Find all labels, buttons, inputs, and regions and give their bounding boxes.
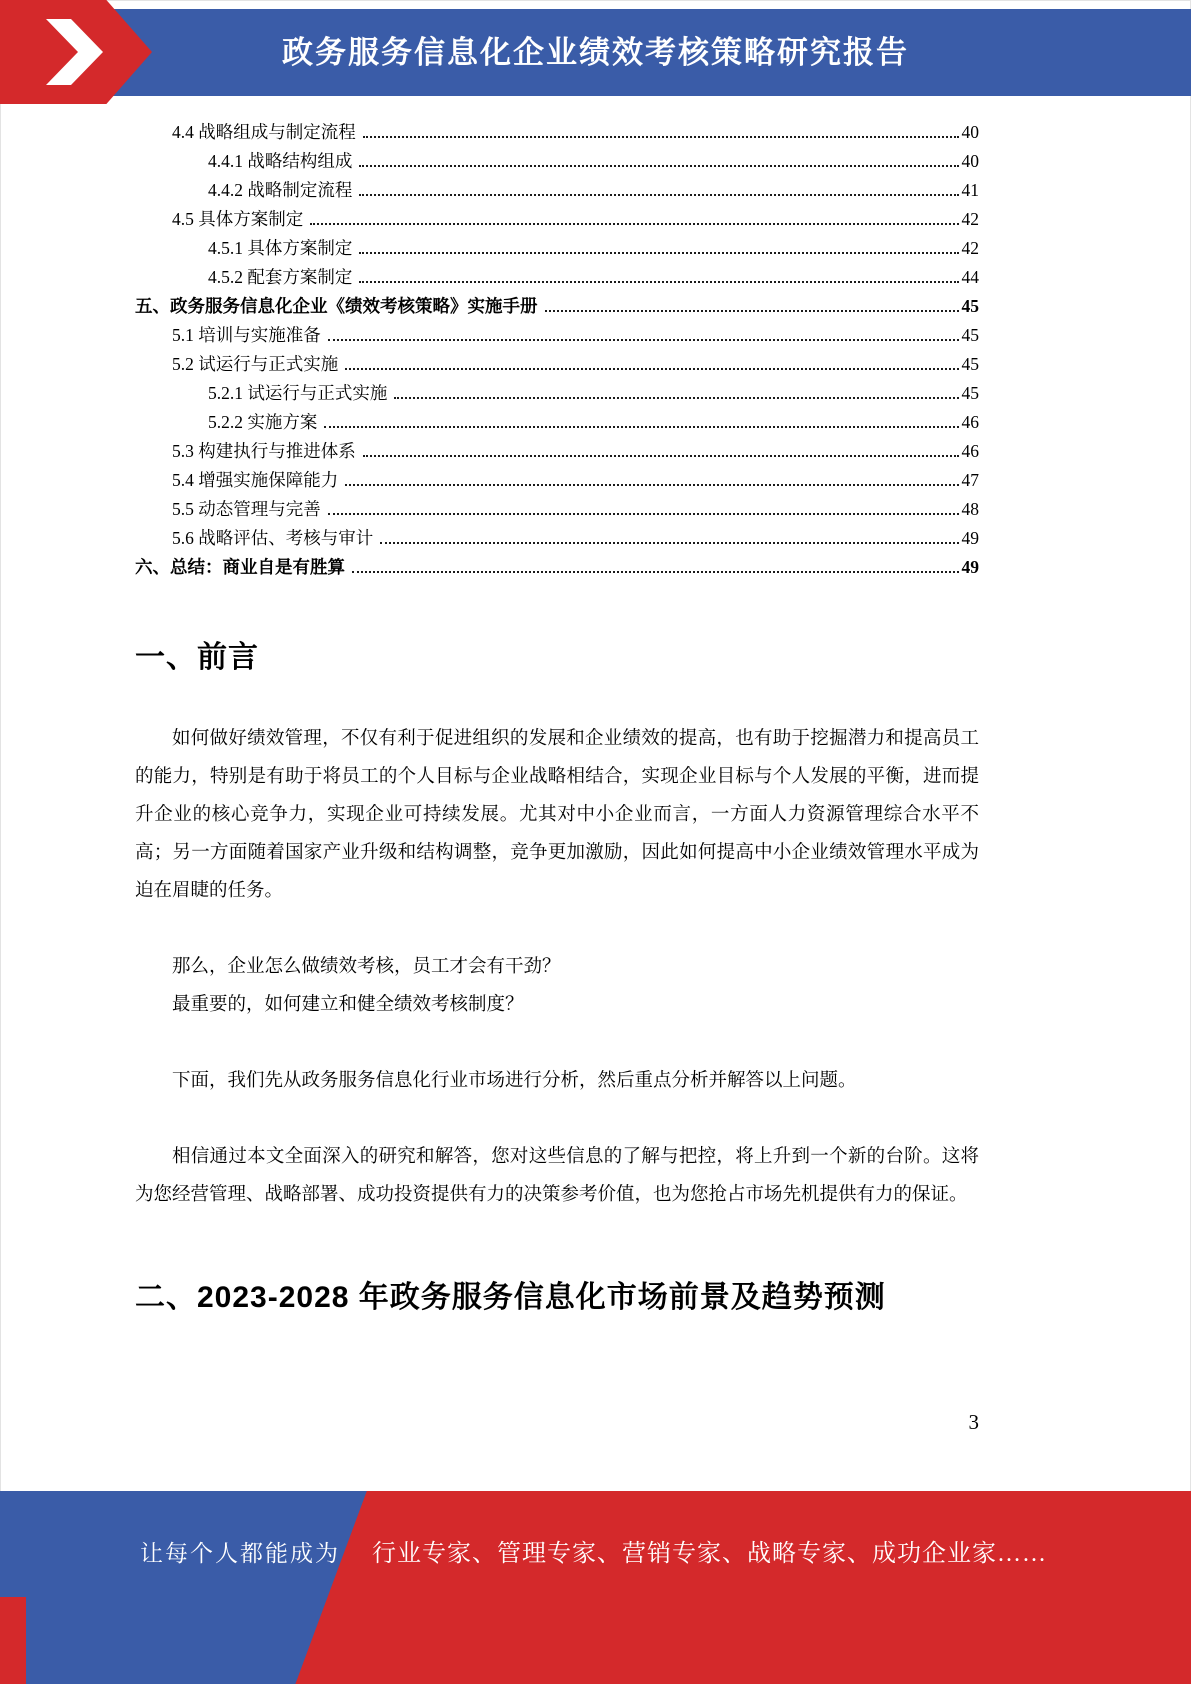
page-number: 3 [968, 1410, 979, 1434]
toc-item-page: 42 [961, 238, 979, 258]
toc-item-page: 49 [961, 557, 979, 577]
toc-item-page: 42 [961, 209, 979, 229]
toc-item-label: 5.5 动态管理与完善 [172, 499, 321, 519]
footer-slogan: 让每个人都能成为 [140, 1541, 340, 1566]
footer-corner-bar [0, 1597, 26, 1684]
toc-item-page: 49 [961, 528, 979, 548]
paragraph-group [135, 720, 979, 910]
toc-leader-dots [394, 397, 958, 399]
footer-experts: 行业专家、管理专家、营销专家、战略专家、成功企业家…… [372, 1541, 1047, 1567]
toc-item-page: 45 [961, 354, 979, 374]
toc-item-label: 5.4 增强实施保障能力 [172, 470, 339, 490]
body-paragraph: 如何做好绩效管理，不仅有利于促进组织的发展和企业绩效的提高，也有助于挖掘潜力和提高员工的能力，特别是有助于将员工的个人目标与企业战略相结合，实现企业目标与个人发展的平衡，进而提升企业的核心竞争力，实现企业可持续发展。尤其对中小企业而言，一方面人力资源管理综合水平不高；另一方面随着国家产业升级和结构调整，竞争更加激励，因此如何提高中小企业绩效管理水平成为迫在眉睫的任务。 [135, 729, 979, 901]
toc-leader-dots [359, 194, 958, 196]
toc-item-label: 5.2.1 试运行与正式实施 [208, 383, 388, 403]
paragraph-group [135, 1138, 979, 1214]
toc-leader-dots [363, 136, 959, 138]
toc-item[interactable] [135, 350, 979, 379]
paragraph-group [135, 1062, 979, 1100]
document-body [135, 100, 979, 1316]
toc-item-label: 5.1 培训与实施准备 [172, 325, 321, 345]
toc-item-page: 48 [961, 499, 979, 519]
toc-item-label: 5.6 战略评估、考核与审计 [172, 528, 374, 548]
toc-item-label: 5.3 构建执行与推进体系 [172, 441, 356, 461]
toc-item-label: 六、总结：商业自是有胜算 [135, 557, 345, 577]
toc-leader-dots [328, 339, 959, 341]
toc-item[interactable] [135, 292, 979, 321]
toc-leader-dots [380, 542, 958, 544]
page-footer [0, 1491, 1191, 1684]
toc-item[interactable] [135, 263, 979, 292]
toc-leader-dots [345, 484, 958, 486]
body-paragraph: 最重要的，如何建立和健全绩效考核制度？ [172, 995, 524, 1015]
chevron-right-icon [46, 19, 110, 85]
report-header [0, 0, 1191, 100]
paragraph-group [135, 948, 979, 1024]
toc-leader-dots [324, 426, 958, 428]
body-paragraph: 相信通过本文全面深入的研究和解答，您对这些信息的了解与把控，将上升到一个新的台阶。这将为您经营管理、战略部署、成功投资提供有力的决策参考价值，也为您抢占市场先机提供有力的保证。 [135, 1147, 979, 1205]
toc-item[interactable] [135, 205, 979, 234]
toc-leader-dots [359, 252, 958, 254]
section-heading-market: 二、2023-2028 年政务服务信息化市场前景及趋势预测 [135, 1281, 886, 1314]
toc-item[interactable] [135, 321, 979, 350]
toc-item[interactable] [135, 176, 979, 205]
toc-item-label: 4.4 战略组成与制定流程 [172, 122, 356, 142]
toc-item[interactable] [135, 553, 979, 582]
toc-item-page: 40 [961, 151, 979, 171]
toc-item-label: 五、政务服务信息化企业《绩效考核策略》实施手册 [135, 296, 538, 316]
toc-item[interactable] [135, 466, 979, 495]
toc-leader-dots [328, 513, 959, 515]
table-of-contents [135, 100, 979, 582]
toc-item[interactable] [135, 437, 979, 466]
toc-item[interactable] [135, 495, 979, 524]
toc-item-page: 45 [961, 325, 979, 345]
toc-item-label: 4.5.2 配套方案制定 [208, 267, 353, 287]
report-title: 政务服务信息化企业绩效考核策略研究报告 [282, 35, 909, 70]
toc-item-page: 46 [961, 441, 979, 461]
toc-leader-dots [310, 223, 958, 225]
toc-item-label: 4.4.2 战略制定流程 [208, 180, 353, 200]
body-paragraph: 那么，企业怎么做绩效考核，员工才会有干劲？ [172, 957, 561, 977]
preface-body [135, 720, 979, 1214]
toc-item-page: 47 [961, 470, 979, 490]
toc-leader-dots [352, 571, 959, 573]
toc-item[interactable] [135, 234, 979, 263]
toc-item-label: 4.4.1 战略结构组成 [208, 151, 353, 171]
toc-leader-dots [363, 455, 959, 457]
body-paragraph: 下面，我们先从政务服务信息化行业市场进行分析，然后重点分析并解答以上问题。 [172, 1071, 857, 1091]
toc-item-page: 40 [961, 122, 979, 142]
toc-leader-dots [345, 368, 958, 370]
toc-item-page: 45 [961, 383, 979, 403]
toc-item-page: 45 [961, 296, 979, 316]
footer-red-band [0, 1491, 1191, 1684]
toc-item-page: 46 [961, 412, 979, 432]
toc-item-label: 5.2 试运行与正式实施 [172, 354, 339, 374]
toc-item-label: 5.2.2 实施方案 [208, 412, 318, 432]
toc-item-page: 44 [961, 267, 979, 287]
header-banner [0, 9, 1191, 96]
section-heading-preface: 一、前言 [135, 641, 259, 674]
toc-item[interactable] [135, 118, 979, 147]
toc-item-label: 4.5.1 具体方案制定 [208, 238, 353, 258]
toc-item[interactable] [135, 524, 979, 553]
toc-item[interactable] [135, 379, 979, 408]
toc-item[interactable] [135, 408, 979, 437]
toc-item[interactable] [135, 147, 979, 176]
toc-leader-dots [359, 281, 958, 283]
toc-item-label: 4.5 具体方案制定 [172, 209, 304, 229]
toc-leader-dots [359, 165, 958, 167]
toc-item-page: 41 [961, 180, 979, 200]
toc-leader-dots [545, 310, 959, 312]
